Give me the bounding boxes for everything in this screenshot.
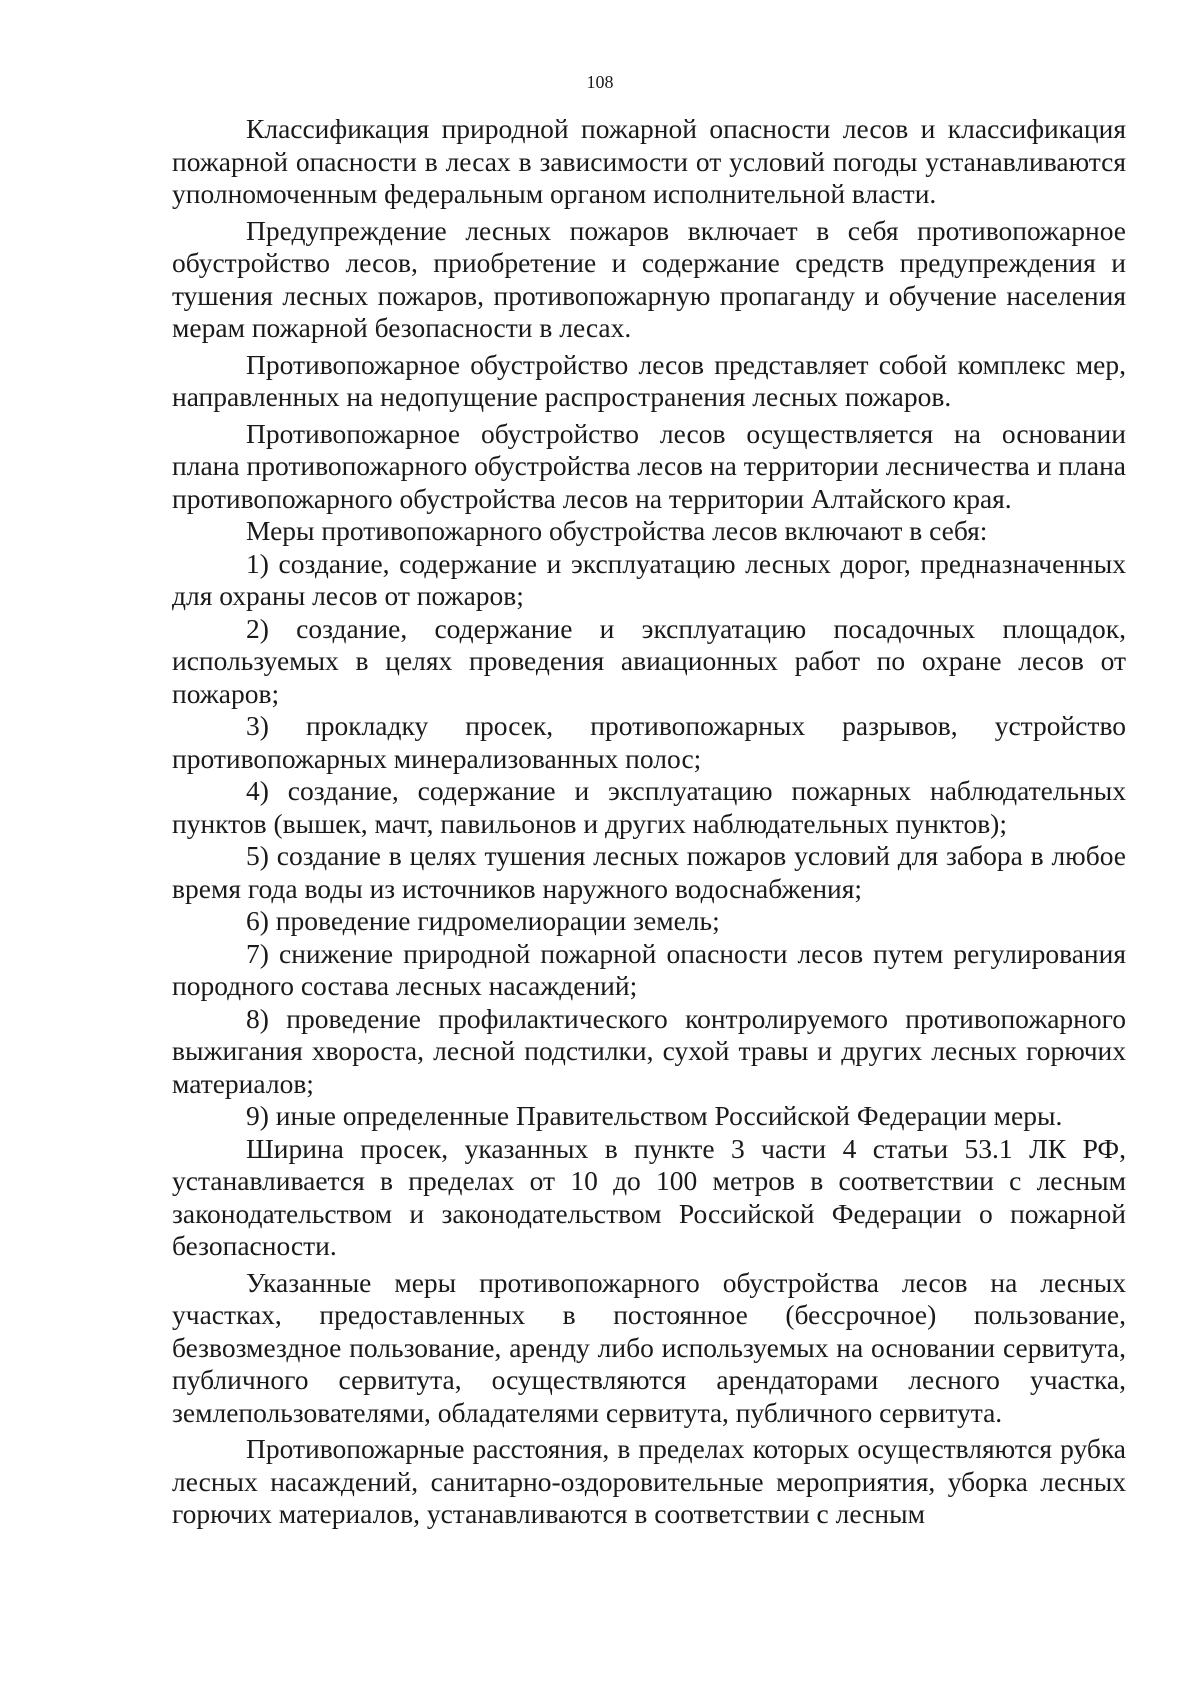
page-number: 108	[586, 72, 614, 92]
paragraph-tenant-measures: Указанные меры противопожарного обустройства лесов на лесных участках, предоставленных в постоянное (бессрочное) пользование, безвозмездное пользование, аренду либо используемых на основании сервитута, публичного сервитута, осуществляются арендаторами лесного участка, землепользователями, обладателями сервитута, публичного сервитута.	[172, 1266, 1126, 1428]
paragraph-fire-danger-classification: Классификация природной пожарной опасности лесов и классификация пожарной опасности в лесах в зависимости от условий погоды устанавливаются уполномоченным федеральным органом исполнительной власти.	[172, 113, 1126, 209]
list-item-8: 8) проведение профилактического контролируемого противопожарного выжигания хвороста, лесной подстилки, сухой травы и других лесных горючих материалов;	[172, 1002, 1126, 1099]
paragraph-fire-distances: Противопожарные расстояния, в пределах которых осуществляются рубка лесных насаждений, санитарно-оздоровительные мероприятия, уборка лесных горючих материалов, устанавливаются в соответствии с лесным	[172, 1433, 1126, 1529]
paragraph-measures-intro: Меры противопожарного обустройства лесов включают в себя:	[246, 515, 988, 546]
paragraph-clearing-width: Ширина просек, указанных в пункте 3 части 4 статьи 53.1 ЛК РФ, устанавливается в пределах от 10 до 100 метров в соответствии с лесным законодательством и законодательством Российской Федерации о пожарной безопасности.	[172, 1132, 1126, 1261]
list-item-1: 1) создание, содержание и эксплуатацию лесных дорог, предназначенных для охраны лесов от пожаров;	[172, 547, 1126, 611]
list-item-5: 5) создание в целях тушения лесных пожаров условий для забора в любое время года воды из источников наружного водоснабжения;	[172, 840, 1126, 904]
paragraph-fire-prevention: Предупреждение лесных пожаров включает в себя противопожарное обустройство лесов, приобретение и содержание средств предупреждения и тушения лесных пожаров, противопожарную пропаганду и обучение населения мерам пожарной безопасности в лесах.	[172, 214, 1126, 343]
list-item-7: 7) снижение природной пожарной опасности лесов путем регулирования породного состава лесных насаждений;	[172, 937, 1126, 1001]
paragraph-fire-arrangement-definition: Противопожарное обустройство лесов представляет собой комплекс мер, направленных на недопущение распространения лесных пожаров.	[172, 348, 1126, 412]
paragraph-fire-arrangement-plan: Противопожарное обустройство лесов осуществляется на основании плана противопожарного обустройства лесов на территории лесничества и плана противопожарного обустройства лесов на территории Алтайского края.	[172, 417, 1126, 514]
list-item-3: 3) прокладку просек, противопожарных разрывов, устройство противопожарных минерализованных полос;	[172, 710, 1126, 774]
list-item-2: 2) создание, содержание и эксплуатацию посадочных площадок, используемых в целях проведения авиационных работ по охране лесов от пожаров;	[172, 612, 1126, 709]
document-body	[172, 113, 1126, 1531]
list-item-4: 4) создание, содержание и эксплуатацию пожарных наблюдательных пунктов (вышек, мачт, павильонов и других наблюдательных пунктов);	[172, 775, 1126, 839]
list-item-6: 6) проведение гидромелиорации земель;	[246, 905, 720, 936]
list-item-9: 9) иные определенные Правительством Российской Федерации меры.	[246, 1100, 1063, 1131]
